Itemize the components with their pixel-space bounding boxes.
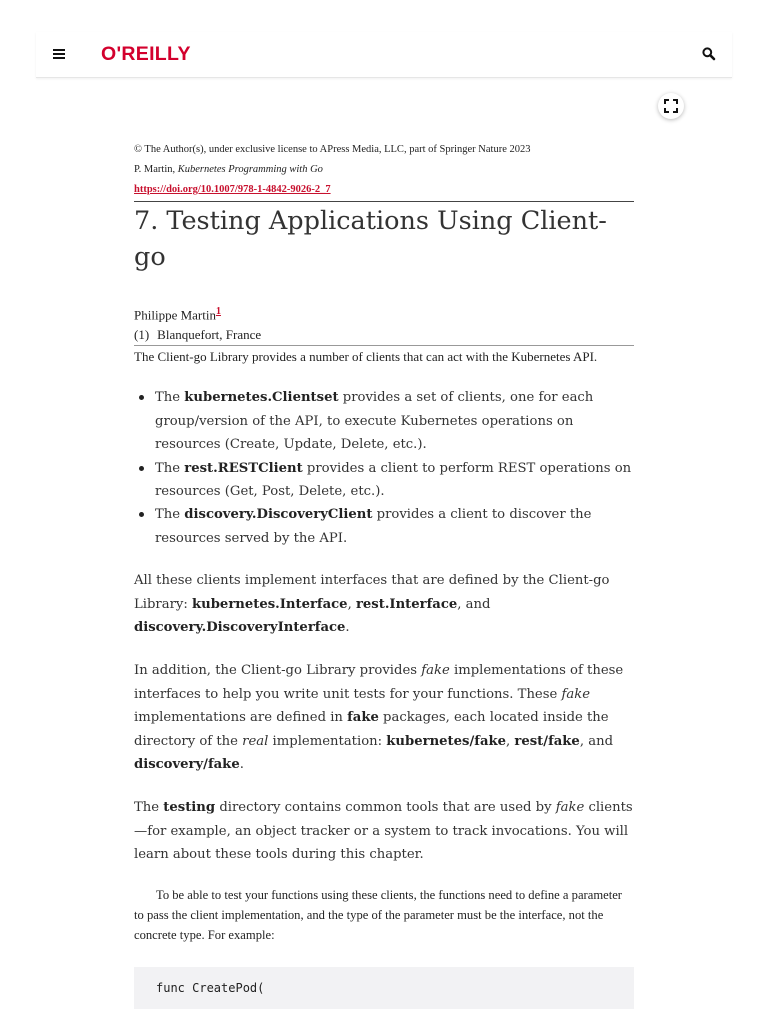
bold-term: rest.Interface <box>355 596 458 612</box>
list-item-text: The <box>155 507 185 523</box>
text: implementations are defined in <box>134 710 348 726</box>
list-item-term: rest.RESTClient <box>184 460 303 476</box>
bold-term: kubernetes.Interface <box>191 596 348 612</box>
list-item <box>155 503 634 550</box>
client-list <box>134 386 634 550</box>
paragraph-testing-directory <box>134 796 634 866</box>
list-item <box>155 386 634 456</box>
text: implementation: <box>268 733 387 749</box>
text: , <box>506 733 515 749</box>
author-line <box>134 301 634 325</box>
text: , <box>347 596 356 612</box>
bold-term: discovery/fake <box>134 757 240 773</box>
text: All these clients implement interfaces that are defined by the Client-go Library: <box>134 573 610 612</box>
paragraph-fake-implementations <box>134 659 634 776</box>
note-paragraph: To be able to test your functions using these clients, the functions need to define a parameter to pass the client implementation, and the type of the parameter must be the interface, not the concrete type. For example: <box>134 887 622 942</box>
chapter-title: 7. Testing Applications Using Client-go <box>134 206 607 272</box>
abstract-divider <box>134 345 634 346</box>
hamburger-menu-icon[interactable] <box>50 45 68 63</box>
bold-term: testing <box>163 800 216 816</box>
list-item <box>155 457 634 504</box>
list-item-term: discovery.DiscoveryClient <box>184 507 373 523</box>
search-icon[interactable] <box>700 45 718 63</box>
text: , and <box>579 733 614 749</box>
author-footnote-link[interactable]: 1 <box>215 306 221 317</box>
title-divider <box>134 201 634 202</box>
text: . <box>345 619 350 635</box>
list-item-text: provides a client to perform REST operations on resources (Get, Post, Delete, etc.). <box>155 460 632 499</box>
italic-term: fake <box>421 663 450 679</box>
text: The <box>134 800 164 816</box>
copyright-line: © The Author(s), under exclusive license to APress Media, LLC, part of Springer Nature 2023 <box>134 144 531 155</box>
text: implementations of these interfaces to help you write unit tests for your functions. These <box>134 663 624 702</box>
book-title: Kubernetes Programming with Go <box>177 164 323 175</box>
bold-term: kubernetes/fake <box>386 733 507 749</box>
oreilly-logo[interactable]: O'REILLY <box>101 43 191 65</box>
bold-term: fake <box>347 710 379 726</box>
chapter-content <box>134 140 634 1009</box>
doi-link[interactable]: https://doi.org/10.1007/978-1-4842-9026-2_7 <box>134 184 331 195</box>
fullscreen-expand-icon[interactable] <box>658 93 684 119</box>
affiliation-number: (1) <box>134 327 150 343</box>
text: , and <box>457 596 491 612</box>
affiliation <box>134 325 634 345</box>
italic-term: fake <box>555 800 585 816</box>
citation-author: P. Martin, <box>134 164 178 175</box>
code-block: func CreatePod( <box>134 967 634 1009</box>
book-citation <box>134 160 634 180</box>
list-item-text: The <box>155 460 185 476</box>
author-name: Philippe Martin <box>134 307 216 323</box>
text: clients—for example, an object tracker or a system to track invocations. You will learn about these tools during this chapter. <box>134 800 633 863</box>
italic-term: fake <box>561 686 591 702</box>
bold-term: rest/fake <box>514 733 580 749</box>
text: directory contains common tools that are used by <box>215 800 556 816</box>
italic-term: real <box>242 733 269 749</box>
paragraph-interfaces <box>134 569 634 639</box>
list-item-text: The <box>155 390 185 406</box>
text: In addition, the Client-go Library provides <box>134 663 422 679</box>
affiliation-place: Blanquefort, France <box>157 327 262 343</box>
abstract: The Client-go Library provides a number of clients that can act with the Kubernetes API. <box>134 349 598 365</box>
list-item-text: provides a client to discover the resources served by the API. <box>155 507 592 546</box>
list-item-text: provides a set of clients, one for each group/version of the API, to execute Kubernetes operations on resources (Create, Update, Delete, etc.). <box>155 390 594 453</box>
text: packages, each located inside the directory of the <box>134 710 609 749</box>
top-navigation-bar <box>36 32 732 78</box>
bold-term: discovery.DiscoveryInterface <box>134 619 346 635</box>
text: . <box>239 757 244 773</box>
list-item-term: kubernetes.Clientset <box>184 390 339 406</box>
